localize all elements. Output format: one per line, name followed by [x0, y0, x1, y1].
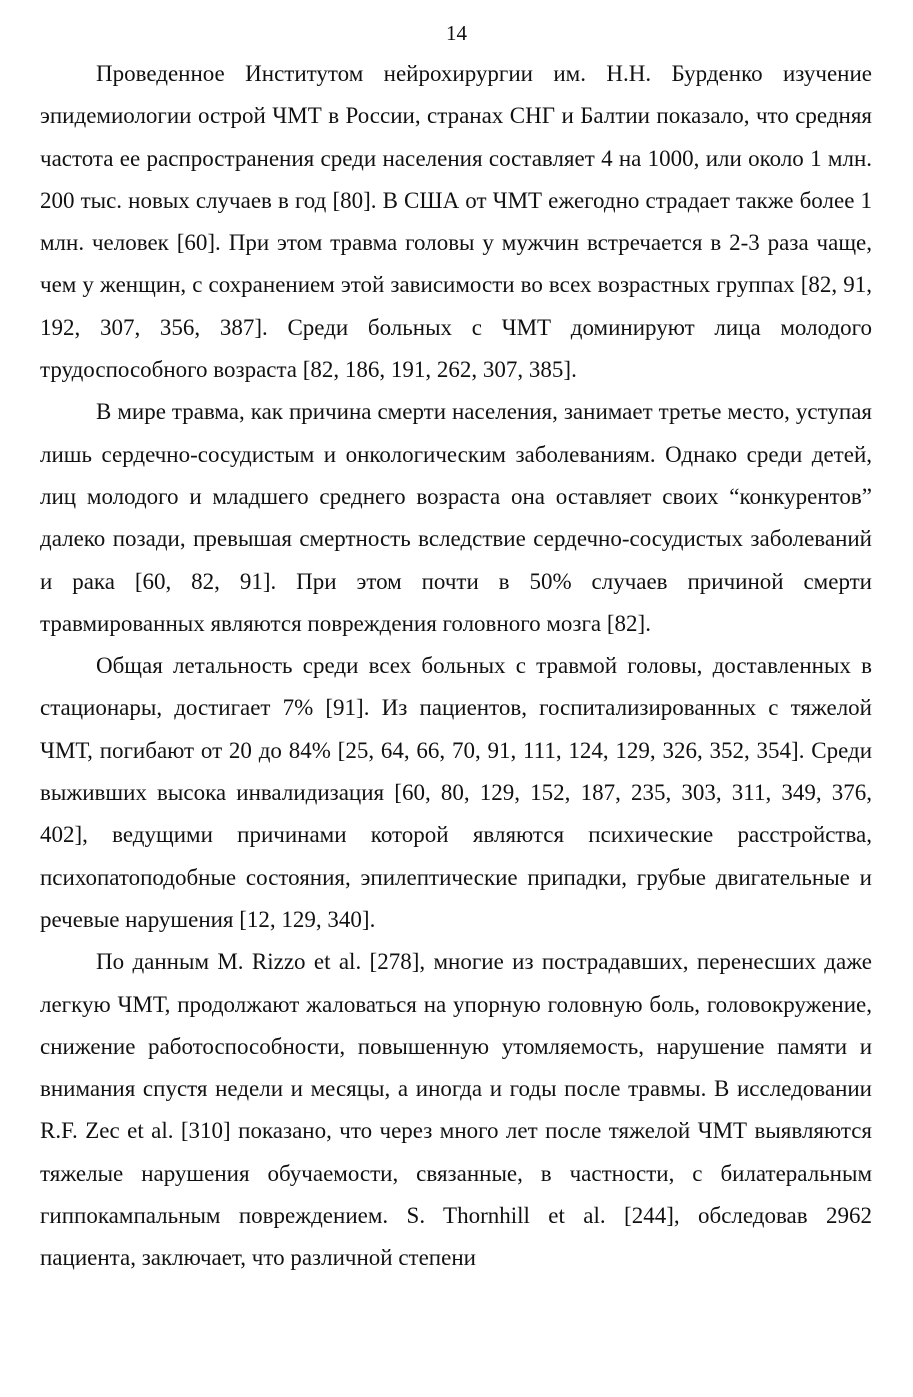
paragraph-mortality: В мире травма, как причина смерти населения, занимает третье место, уступая лишь сердечно-сосудистым и онкологическим заболеваниям. Однако среди детей, лиц молодого и младшего среднего возраста она оставляет своих “конкурентов” далеко позади, превышая смертность вследствие сердечно-сосудистых заболеваний и рака [60, 82, 91]. При этом почти в 50% случаев причиной смерти травмированных являются повреждения головного мозга [82]. [40, 399, 872, 636]
page-number: 14 [446, 21, 467, 45]
paragraph-lethality: Общая летальность среди всех больных с травмой головы, доставленных в стационары, достигает 7% [91]. Из пациентов, госпитализированных с тяжелой ЧМТ, погибают от 20 до 84% [25, 64, 66, 70, 91, 111, 124, 129, 326, 352, 354]. Среди выживших высока инвалидизация [60, 80, 129, 152, 187, 235, 303, 311, 349, 376, 402], ведущими причинами которой являются психические расстройства, психопатоподобные состояния, эпилептические припадки, грубые двигательные и речевые нарушения [12, 129, 340]. [40, 653, 872, 932]
body-text [40, 53, 872, 1280]
paragraph-epidemiology: Проведенное Институтом нейрохирургии им. Н.Н. Бурденко изучение эпидемиологии острой ЧМТ в России, странах СНГ и Балтии показало, что средняя частота ее распространения среди населения составляет 4 на 1000, или около 1 млн. 200 тыс. новых случаев в год [80]. В США от ЧМТ ежегодно страдает также более 1 млн. человек [60]. При этом травма головы у мужчин встречается в 2-3 раза чаще, чем у женщин, с сохранением этой зависимости во всех возрастных группах [82, 91, 192, 307, 356, 387]. Среди больных с ЧМТ доминируют лица молодого трудоспособного возраста [82, 186, 191, 262, 307, 385]. [40, 61, 872, 383]
paragraph-consequences: По данным M. Rizzo et al. [278], многие из пострадавших, перенесших даже легкую ЧМТ, продолжают жаловаться на упорную головную боль, головокружение, снижение работоспособности, повышенную утомляемость, нарушение памяти и внимания спустя недели и месяцы, а иногда и годы после травмы. В исследовании R.F. Zec et al. [310] показано, что через много лет после тяжелой ЧМТ выявляются тяжелые нарушения обучаемости, связанные, в частности, с билатеральным гиппокампальным повреждением. S. Thornhill et al. [244], обследовав 2962 пациента, заключает, что различной степени [40, 949, 872, 1271]
